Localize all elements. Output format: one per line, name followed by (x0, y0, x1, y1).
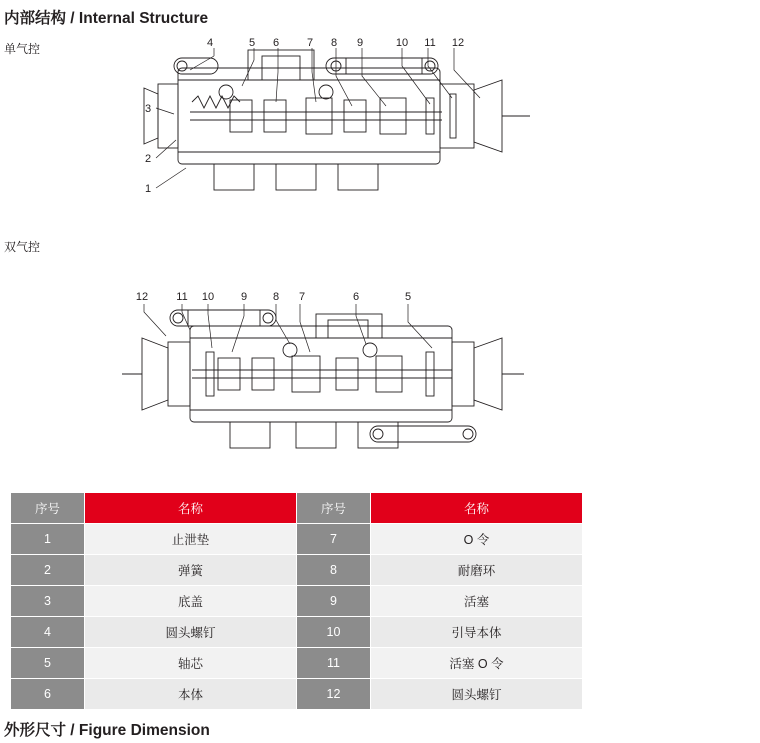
callout-8: 8 (272, 291, 280, 303)
cell-index-right: 8 (297, 555, 371, 586)
diagram-double-air-control (120, 286, 590, 461)
label-single-air-control: 单气控 (4, 42, 41, 56)
table-row (11, 524, 583, 555)
callout-9: 9 (240, 291, 248, 303)
cell-index-right: 12 (297, 679, 371, 710)
callout-11: 11 (176, 291, 188, 303)
table-row (11, 648, 583, 679)
table-header-index-left: 序号 (11, 493, 85, 524)
cell-index-left: 1 (11, 524, 85, 555)
table-row (11, 586, 583, 617)
callout-6: 6 (272, 37, 280, 49)
table-header-row (11, 493, 583, 524)
cell-index-right: 11 (297, 648, 371, 679)
cell-name-right: 圆头螺钉 (371, 679, 583, 710)
callout-2: 2 (144, 153, 152, 165)
callout-5: 5 (248, 37, 256, 49)
callout-4: 4 (206, 37, 214, 49)
callout-6: 6 (352, 291, 360, 303)
callout-3: 3 (144, 103, 152, 115)
label-double-air-control: 双气控 (4, 240, 41, 254)
cell-name-left: 圆头螺钉 (85, 617, 297, 648)
callout-7: 7 (306, 37, 314, 49)
parts-table (10, 492, 583, 710)
cell-name-right: 引导本体 (371, 617, 583, 648)
cell-name-right: 活塞 (371, 586, 583, 617)
cell-index-left: 4 (11, 617, 85, 648)
callout-10: 10 (395, 37, 409, 49)
table-header-name-right: 名称 (371, 493, 583, 524)
cell-index-right: 7 (297, 524, 371, 555)
callout-8: 8 (330, 37, 338, 49)
table-row (11, 555, 583, 586)
callout-5: 5 (404, 291, 412, 303)
cell-name-right: 活塞 O 令 (371, 648, 583, 679)
table-header-name-left: 名称 (85, 493, 297, 524)
cell-index-right: 9 (297, 586, 371, 617)
table-header-index-right: 序号 (297, 493, 371, 524)
cell-name-left: 弹簧 (85, 555, 297, 586)
table-row (11, 617, 583, 648)
cell-index-left: 6 (11, 679, 85, 710)
callout-1: 1 (144, 183, 152, 195)
cell-name-left: 底盖 (85, 586, 297, 617)
cell-name-left: 止泄垫 (85, 524, 297, 555)
page-title-internal-structure: 内部结构 / Internal Structure (4, 10, 209, 27)
cell-index-left: 2 (11, 555, 85, 586)
page-title-figure-dimension: 外形尺寸 / Figure Dimension (4, 722, 210, 739)
table-row (11, 679, 583, 710)
callout-12: 12 (451, 37, 465, 49)
callout-7: 7 (298, 291, 306, 303)
diagram-single-air-control (130, 36, 600, 211)
cell-index-left: 5 (11, 648, 85, 679)
cell-name-left: 轴芯 (85, 648, 297, 679)
cell-index-left: 3 (11, 586, 85, 617)
callout-10: 10 (201, 291, 215, 303)
cell-index-right: 10 (297, 617, 371, 648)
callout-11: 11 (424, 37, 436, 49)
cell-name-right: O 令 (371, 524, 583, 555)
cell-name-left: 本体 (85, 679, 297, 710)
cell-name-right: 耐磨环 (371, 555, 583, 586)
callout-9: 9 (356, 37, 364, 49)
callout-12: 12 (135, 291, 149, 303)
